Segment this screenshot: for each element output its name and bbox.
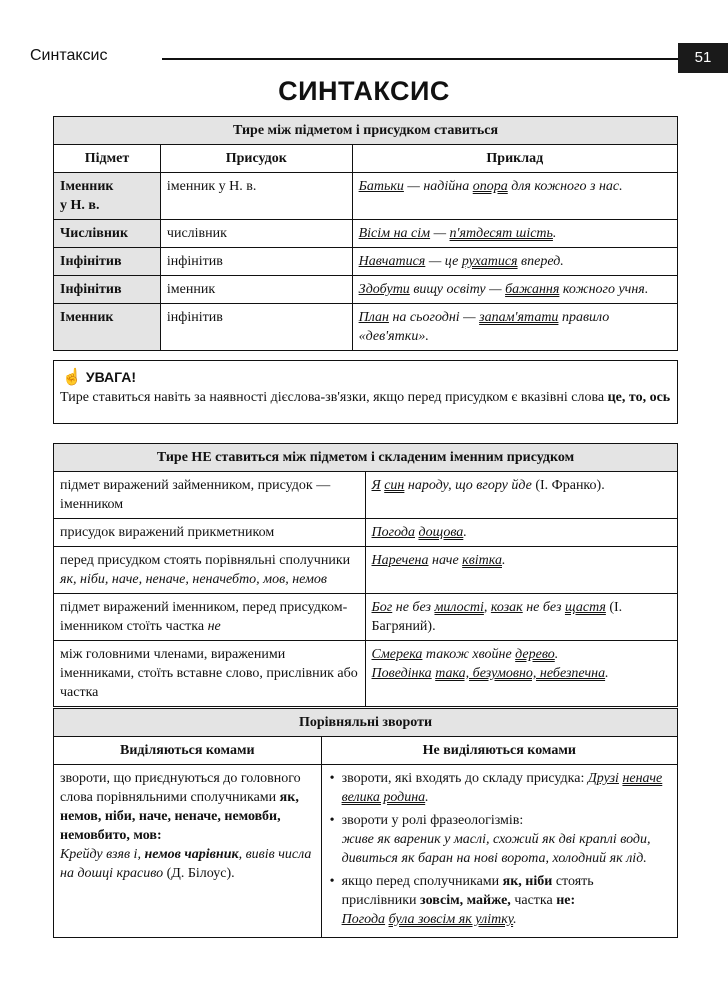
example-cell: Навчатися — це рухатися вперед. (352, 248, 677, 276)
table-caption: Порівняльні звороти (54, 709, 678, 737)
example-cell: Я син народу, що вгору йде (І. Франко). (365, 472, 677, 519)
rule-cell: перед присудком стоять порівняльні сполучники як, ніби, наче, неначе, неначебто, мов, немов (54, 547, 366, 594)
example-cell: Погода дощова. (365, 519, 677, 547)
subject-cell: Числівник (54, 220, 161, 248)
table-row (54, 173, 678, 220)
predicate-cell: інфінітив (160, 248, 352, 276)
example-cell: Смерека також хвойне дерево. Поведінка така, безумовно, небезпечна. (365, 641, 677, 707)
dash-rules-table (53, 116, 678, 351)
column-header: Не виділяються комами (321, 737, 677, 765)
table-row (54, 547, 678, 594)
table-caption: Тире між підметом і присудком ставиться (54, 117, 678, 145)
rule-cell: між головними членами, вираженими іменниками, стоїть вставне слово, прислівник або частка (54, 641, 366, 707)
table-row (54, 248, 678, 276)
rule-cell: підмет виражений займенником, присудок — іменником (54, 472, 366, 519)
table-row (54, 641, 678, 707)
no-commas-cell (321, 765, 677, 938)
subject-cell: Інфінітив (54, 276, 161, 304)
section-name: Синтаксис (30, 47, 108, 64)
header-rule (162, 58, 678, 60)
hand-icon: ☝ (62, 369, 82, 386)
table-row (54, 594, 678, 641)
rule-cell: підмет виражений іменником, перед присудком-іменником стоїть частка не (54, 594, 366, 641)
table-row (54, 472, 678, 519)
subject-cell: Іменник (54, 304, 161, 351)
subject-cell: Інфінітив (54, 248, 161, 276)
predicate-cell: іменник (160, 276, 352, 304)
page-number: 51 (678, 43, 728, 73)
note-text: Тире ставиться навіть за наявності дієслова-зв'язки, якщо перед присудком є вказівні слова це, то, ось (60, 390, 671, 405)
list-item: • якщо перед сполучниками як, ніби стоять прислівники зовсім, майже, частка не: Погода була зовсім як улітку. (342, 872, 671, 929)
no-dash-table (53, 443, 678, 707)
comparative-phrases-table (53, 708, 678, 938)
list-item: • звороти, які входять до складу присудка: Друзі неначе велика родина. (342, 769, 671, 807)
table-row (54, 304, 678, 351)
example-cell: Бог не без милості, козак не без щастя (І. Багряний). (365, 594, 677, 641)
example-cell: Батьки — надійна опора для кожного з нас. (352, 173, 677, 220)
attention-note (53, 360, 678, 424)
predicate-cell: числівник (160, 220, 352, 248)
table-row (54, 519, 678, 547)
table-row (54, 276, 678, 304)
example-cell: Наречена наче квітка. (365, 547, 677, 594)
table-row (54, 220, 678, 248)
example-cell: Вісім на сім — п'ятдесят шість. (352, 220, 677, 248)
subject-cell: Іменник у Н. в. (54, 173, 161, 220)
table-row (54, 765, 678, 938)
commas-cell: звороти, що приєднуються до головного слова порівняльними сполучниками як, немов, ніби, наче, неначе, немовби, немовбито, мов: Крейду взяв і, немов чарівник, вивів числа на дошці красиво (Д. Білоус). (54, 765, 322, 938)
column-header: Приклад (352, 145, 677, 173)
table-caption: Тире НЕ ставиться між підметом і складеним іменним присудком (54, 444, 678, 472)
note-heading: ☝ УВАГА! (62, 369, 136, 386)
predicate-cell: інфінітив (160, 304, 352, 351)
page-title: СИНТАКСИС (278, 76, 450, 106)
list-item: • звороти у ролі фразеологізмів: живе як вареник у маслі, схожий як дві краплі води, дивиться як баран на нові ворота, холодний як лід. (342, 811, 671, 868)
column-header: Присудок (160, 145, 352, 173)
page-header (30, 43, 728, 73)
predicate-cell: іменник у Н. в. (160, 173, 352, 220)
example-cell: Здобути вищу освіту — бажання кожного учня. (352, 276, 677, 304)
rule-cell: присудок виражений прикметником (54, 519, 366, 547)
column-header: Виділяються комами (54, 737, 322, 765)
column-header: Підмет (54, 145, 161, 173)
example-cell: План на сьогодні — запам'ятати правило «дев'ятки». (352, 304, 677, 351)
